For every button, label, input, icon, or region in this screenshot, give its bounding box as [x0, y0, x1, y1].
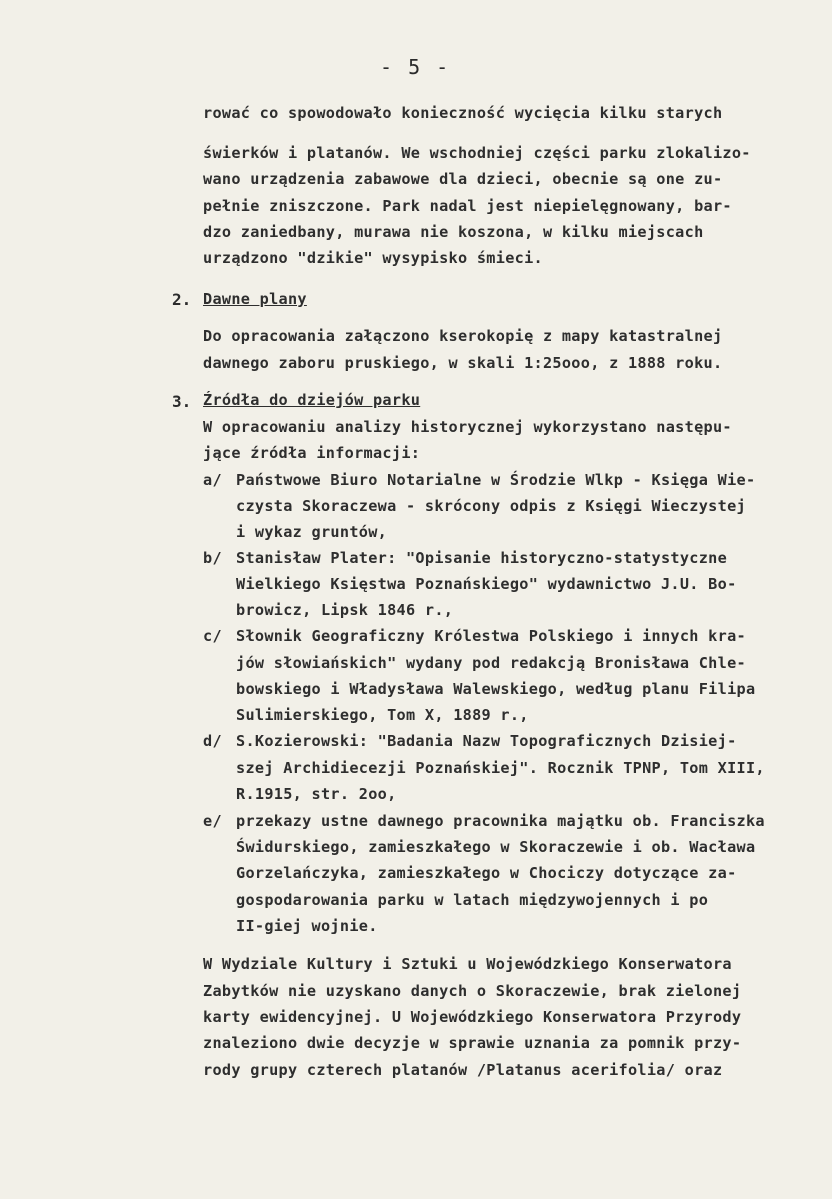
- list-item-label: e/: [203, 812, 222, 830]
- list-item-line: czysta Skoraczewa - skrócony odpis z Księgi Wieczystej: [236, 497, 746, 515]
- list-item-line: S.Kozierowski: "Badania Nazw Topograficznych Dzisiej-: [236, 732, 737, 750]
- list-item-line: Świdurskiego, zamieszkałego w Skoraczewie i ob. Wacława: [236, 838, 756, 856]
- list-item-label: c/: [203, 627, 222, 645]
- section-number: 2.: [172, 290, 192, 309]
- closing-line: Zabytków nie uzyskano danych o Skoraczewie, brak zielonej: [203, 982, 742, 1000]
- list-item-line: II-giej wojnie.: [236, 917, 378, 935]
- closing-line: W Wydziale Kultury i Sztuki u Wojewódzkiego Konserwatora: [203, 955, 732, 973]
- list-item-line: bowskiego i Władysława Walewskiego, według planu Filipa: [236, 680, 756, 698]
- intro-line: wano urządzenia zabawowe dla dzieci, obecnie są one zu-: [203, 170, 723, 188]
- intro-line: pełnie zniszczone. Park nadal jest niepielęgnowany, bar-: [203, 197, 732, 215]
- closing-line: karty ewidencyjnej. U Wojewódzkiego Konserwatora Przyrody: [203, 1008, 742, 1026]
- closing-line: znaleziono dwie decyzje w sprawie uznania za pomnik przy-: [203, 1034, 742, 1052]
- list-item-line: browicz, Lipsk 1846 r.,: [236, 601, 454, 619]
- closing-line: rody grupy czterech platanów /Platanus acerifolia/ oraz: [203, 1061, 723, 1079]
- list-item-line: jów słowiańskich" wydany pod redakcją Bronisława Chle-: [236, 654, 746, 672]
- intro-line: rować co spowodowało konieczność wycięcia kilku starych: [203, 104, 723, 122]
- intro-line: urządzono "dzikie" wysypisko śmieci.: [203, 249, 543, 267]
- section-line: dawnego zaboru pruskiego, w skali 1:25ooo, z 1888 roku.: [203, 354, 723, 372]
- list-item-line: gospodarowania parku w latach międzywojennych i po: [236, 891, 709, 909]
- list-item-line: przekazy ustne dawnego pracownika majątku ob. Franciszka: [236, 812, 765, 830]
- list-item-line: Gorzelańczyka, zamieszkałego w Chociczy dotyczące za-: [236, 864, 737, 882]
- list-item-line: Państwowe Biuro Notarialne w Środzie Wlkp - Księga Wie-: [236, 471, 756, 489]
- list-item-line: Słownik Geograficzny Królestwa Polskiego i innych kra-: [236, 627, 746, 645]
- section-heading: Źródła do dziejów parku: [203, 391, 421, 409]
- list-item-line: i wykaz gruntów,: [236, 523, 388, 541]
- section-line: Do opracowania załączono kserokopię z mapy katastralnej: [203, 327, 723, 345]
- page-number: - 5 -: [380, 55, 451, 79]
- section-line: W opracowaniu analizy historycznej wykorzystano następu-: [203, 418, 732, 436]
- intro-line: świerków i platanów. We wschodniej części parku zlokalizo-: [203, 144, 751, 162]
- list-item-line: szej Archidiecezji Poznańskiej". Rocznik TPNP, Tom XIII,: [236, 759, 765, 777]
- list-item-line: Stanisław Plater: "Opisanie historyczno-statystyczne: [236, 549, 728, 567]
- section-line: jące źródła informacji:: [203, 444, 421, 462]
- intro-line: dzo zaniedbany, murawa nie koszona, w kilku miejscach: [203, 223, 704, 241]
- list-item-label: d/: [203, 732, 222, 750]
- list-item-label: a/: [203, 471, 222, 489]
- section-heading: Dawne plany: [203, 290, 307, 308]
- list-item-label: b/: [203, 549, 222, 567]
- list-item-line: Sulimierskiego, Tom X, 1889 r.,: [236, 706, 529, 724]
- list-item-line: Wielkiego Księstwa Poznańskiego" wydawnictwo J.U. Bo-: [236, 575, 737, 593]
- list-item-line: R.1915, str. 2oo,: [236, 785, 397, 803]
- section-number: 3.: [172, 392, 192, 411]
